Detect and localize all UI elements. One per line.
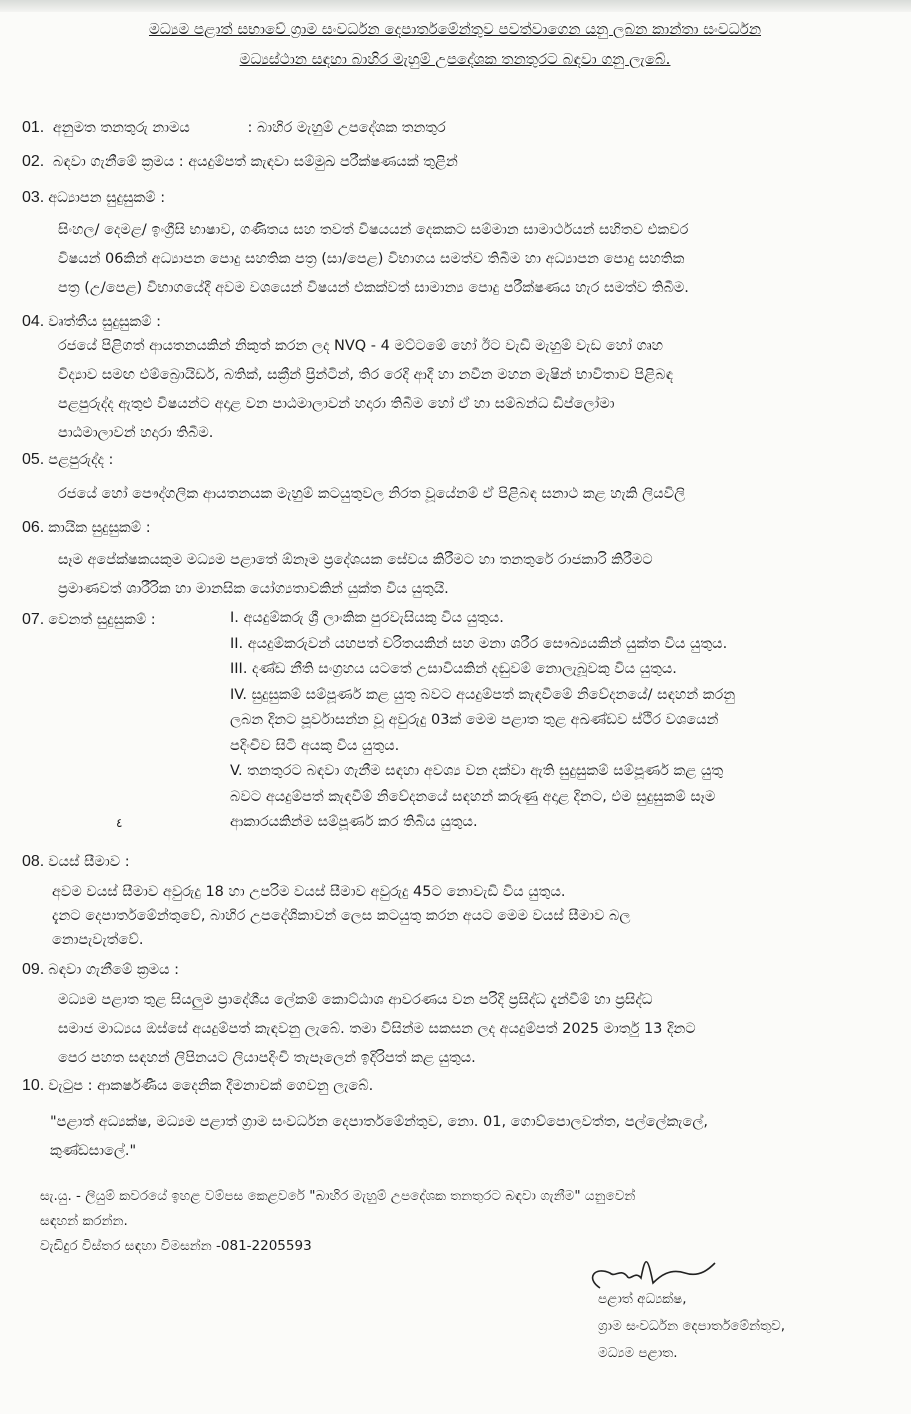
list-item: පදිංචිව සිටි අයකු විය යුතුය. [230, 737, 400, 754]
section-06 [22, 518, 892, 604]
list-item: II. අයදුම්කරුවන් යහපත් චරිතයකින් සහ මනා ශරීර සෞඛ්‍යයකින් යුක්ත විය යුතුය. [230, 635, 728, 652]
section-number: 06. [22, 519, 45, 536]
text-line: මධ්‍යම පළාත තුළ සියලුම ප්‍රාදේශීය ලේකම් කොට්ඨාශ ආවරණය වන පරිදි ප්‍රසිද්ධ දැන්වීම් හා ප්‍රසිද්ධ [58, 992, 653, 1008]
section-02 [22, 152, 892, 172]
section-08 [22, 852, 892, 952]
text-line: පාඨමාලාවන් හදාරා තිබීම. [58, 425, 214, 441]
section-number: 03. [22, 189, 45, 206]
section-03 [22, 188, 892, 303]
text-line: විද්‍යාව සමඟ එම්බ්‍රොයිඩර්, බතික්, සක්‍රීන් ප්‍රින්ටින්, තිර රෙදි ආදී හා නවීන මහන මැෂින් භාවිතාව පිළිබඳ [58, 367, 673, 383]
list-item: V. තනතුරට බඳවා ගැනීම සඳහා අවශ්‍ය වන දක්වා ඇති සුදුසුකම් සම්පූර්ණ කළ යුතු [230, 763, 724, 779]
section-number: 07. [22, 611, 45, 628]
other-requirements-list [230, 606, 890, 836]
title-line-1: මධ්‍යම පළාත් සභාවේ ග්‍රාම සංවර්ධන දෙපාර්තමේන්තුව පවත්වාගෙන යනු ලබන කාන්තා සංවර්ධන [148, 20, 761, 38]
text-line: රජයේ පිළිගත් ආයතනයකින් නිකුත් කරන ලද NVQ - 4 මට්ටමේ හෝ ඊට වැඩි මැහුම් වැඩ හෝ ගෘහ [58, 338, 664, 354]
document-title [30, 14, 880, 74]
text-line: සමාජ මාධ්‍යය ඔස්සේ අයදුම්පත් කැඳවනු ලැබේ. තමා විසින්ම සකසන ලද අයදුම්පත් 2025 මාර්තු 13 දිනට [58, 1021, 696, 1037]
list-item: IV. සුදුසුකම් සම්පූර්ණ කළ යුතු බවට අයදුම්පත් කැඳවීමේ නිවේදනයේ/ සඳහන් කරනු [230, 686, 736, 703]
text-line: ප්‍රමාණවත් ශාරීරික හා මානසික යෝග්‍යතාවකින් යුක්ත විය යුතුයි. [58, 581, 449, 597]
text-line: දැනට දෙපාර්තමේන්තුවේ, බාහිර උපදේශිකාවන් ලෙස කටයුතු කරන අයට මෙම වයස් සීමාව බල [52, 908, 631, 924]
section-number: 02. [22, 153, 45, 170]
signature-block [598, 1286, 785, 1367]
section-label: අධ්‍යාපන සුදුසුකම් : [48, 190, 166, 206]
list-item: III. දණ්ඩ නීති සංග්‍රහය යටතේ උසාවියකින් දඬුවම් නොලැබූවකු විය යුතුය. [230, 661, 677, 677]
text-line: විෂයන් 06කින් අධ්‍යාපන පොදු සහතික පත්‍ර (සා/පෙළ) විභාගය සමත්ව තිබීම හා අධ්‍යාපන පොදු සහතික [58, 251, 685, 267]
section-label: පළපුරුද්ද : [48, 452, 114, 468]
text-line: සෑම අපේක්ෂකයකුම මධ්‍යම පළාතේ ඕනෑම ප්‍රදේශයක සේවය කිරීමට හා තනතුරේ රාජකාරි කිරීමට [58, 552, 653, 568]
section-number: 10. [22, 1077, 45, 1094]
section-04 [22, 312, 892, 448]
section-10 [22, 1076, 892, 1096]
note-line: සඳහන් කරන්න. [40, 1213, 128, 1229]
signatory-department: ග්‍රාම සංවර්ධන දෙපාර්තමේන්තුව, [598, 1318, 786, 1334]
title-line-2: මධ්‍යස්ථාන සඳහා බාහිර මැහුම් උපදේශක තනතුරට බඳවා ගනු ලැබේ. [239, 50, 671, 68]
text-line: පළපුරුද්ද ඇතුළු විෂයන්ට අදාළ වන පාඨමාලාවන් හදාරා තිබීම හෝ ඒ හා සම්බන්ධ ඩිප්ලෝමා [58, 396, 615, 412]
contact-line: වැඩිදුර විස්තර සඳහා විමසන්න -081-2205593 [40, 1238, 312, 1254]
section-number: 05. [22, 451, 45, 468]
note-line: සැ.යු. - ලියුම් කවරයේ ඉහළ වම්පස කෙළවරේ "බාහිර මැහුම් උපදේශක තනතුරට බඳවා ගැනීම" යනුවෙන් [40, 1188, 636, 1204]
list-item: බවට අයදුම්පත් කැඳවීම් නිවේදනයේ සඳහන් කරුණු අදාළ දිනට, එම සුදුසුකම් සෑම [230, 788, 716, 805]
text-line: සිංහල/ දෙමළ/ ඉංග්‍රීසි භාෂාව, ගණිතය සහ තවත් විෂයයන් දෙකකට සම්මාන සාමාර්ථයන් සහිතව එකවර [58, 222, 689, 238]
section-label: වයස් සීමාව : [48, 854, 130, 870]
text-line: රජයේ හෝ පෞද්ගලික ආයතනයක මැහුම් කටයුතුවල නිරත වූයේනම් ඒ පිළිබඳ සනාථ කළ හැකි ලියවිලි [58, 486, 686, 502]
section-label: බඳවා ගැනීමේ ක්‍රමය : [48, 962, 180, 978]
postal-address [50, 1108, 890, 1166]
section-number: 08. [22, 853, 45, 870]
section-number: 09. [22, 961, 45, 978]
section-number: 01. [22, 119, 45, 136]
section-number: 04. [22, 313, 45, 330]
list-item: I. අයදුම්කරු ශ්‍රී ලාංකික පුරවැසියකු විය යුතුය. [230, 610, 504, 626]
signatory-title: පළාත් අධ්‍යක්ෂ, [598, 1291, 687, 1307]
notes [40, 1184, 635, 1259]
section-label: වෘත්තීය සුදුසුකම් : [48, 314, 162, 330]
text-line: අවම වයස් සීමාව අවුරුදු 18 හා උපරිම වයස් සීමාව අවුරුදු 45ට නොවැඩි විය යුතුය. [52, 884, 566, 900]
section-05 [22, 450, 892, 509]
section-label: බඳවා ගැනීමේ ක්‍රමය : අයදුම්පත් කැඳවා සම්මුඛ පරීක්ෂණයක් තුළින් [52, 154, 458, 170]
scan-edge [0, 0, 911, 12]
margin-mark: ٤ [116, 816, 123, 830]
text-line: නොපැවැත්වේ. [52, 932, 144, 948]
section-label: වැටුප : ආකර්ෂණීය දෛනික දීමනාවක් ගෙවනු ලැබේ. [48, 1078, 374, 1094]
section-label: වෙනත් සුදුසුකම් : [48, 612, 156, 628]
signatory-province: මධ්‍යම පළාත. [598, 1345, 678, 1361]
list-item: ලබන දිනට පූර්වාසන්න වූ අවුරුදු 03ක් මෙම පළාත තුළ අඛණ්ඩව ස්ථිර වශයෙන් [230, 712, 719, 728]
section-value: : බාහිර මැහුම් උපදේශක තනතුර [247, 120, 446, 136]
text-line: පත්‍ර (උ/පෙළ) විභාගයේදී අවම වශයෙන් විෂයන් එකක්වත් සාමාන්‍ය පොදු පරීක්ෂණය හැර සමත්ව තිබීම. [58, 280, 689, 296]
section-label: කායික සුදුසුකම් : [48, 520, 151, 536]
section-label: අනුමත තනතුරු නාමය [52, 120, 190, 136]
list-item: ආකාරයකින්ම සම්පූර්ණ කර තිබිය යුතුය. [230, 814, 478, 830]
section-01 [22, 118, 892, 138]
section-09 [22, 960, 892, 1073]
address-line: "පළාත් අධ්‍යක්ෂ, මධ්‍යම පළාත් ග්‍රාම සංවර්ධන දෙපාර්තමේන්තුව, නො. 01, ගොව්පොලවත්ත, පල්ලේකැලේ, [50, 1114, 708, 1130]
text-line: පෙර පහත සඳහන් ලිපිනයට ලියාපදිංචි තැපෑලෙන් ඉදිරිපත් කළ යුතුය. [58, 1050, 476, 1066]
address-line: කුණ්ඩසාලේ." [50, 1143, 137, 1159]
